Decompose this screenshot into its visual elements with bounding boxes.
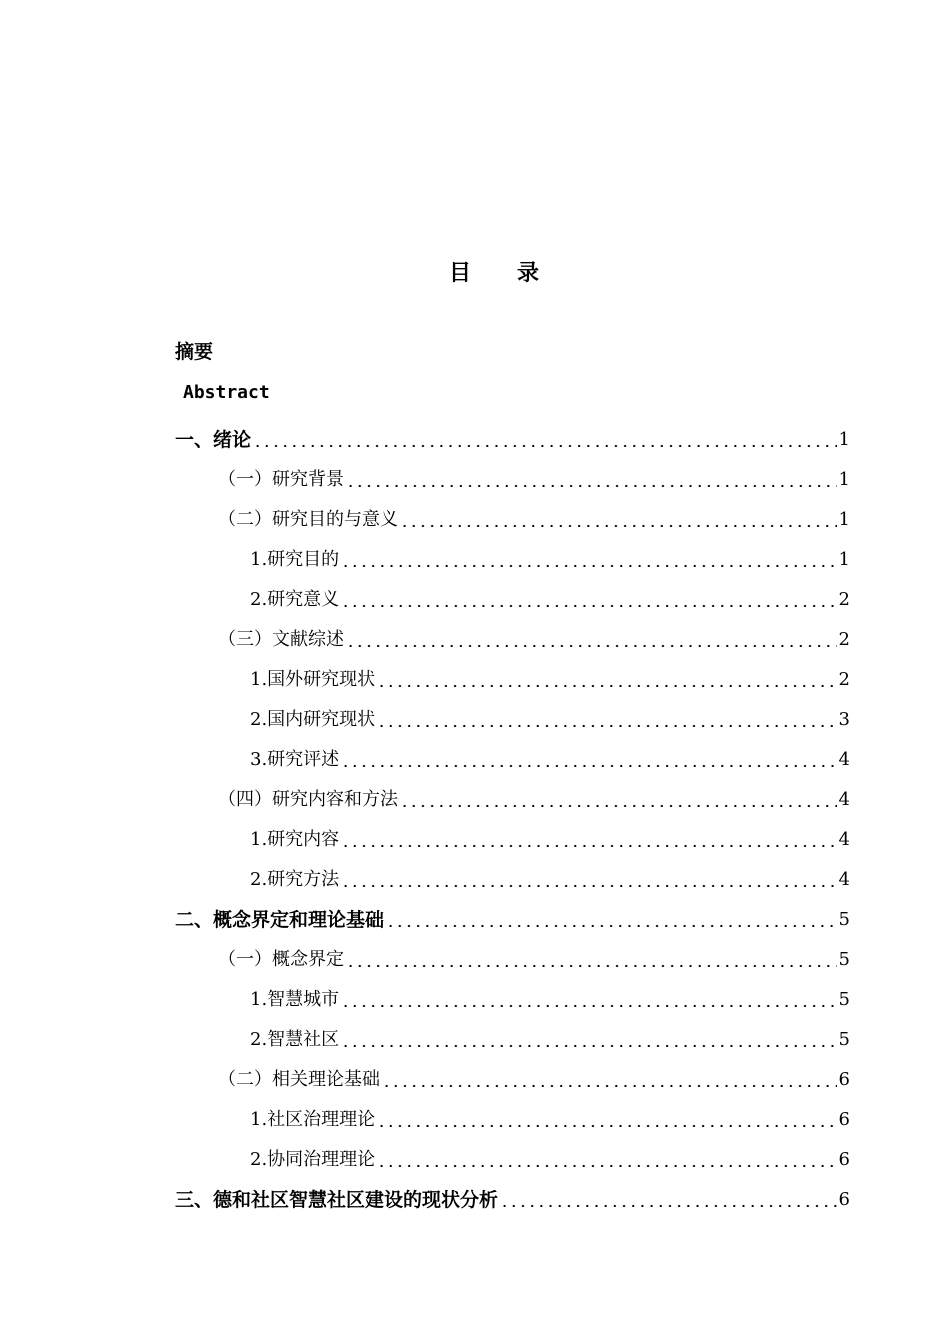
toc-entry-label: 2.国内研究现状	[250, 709, 376, 730]
dot-leader	[377, 1165, 836, 1167]
toc-entry-label: （二）研究目的与意义	[218, 509, 398, 530]
toc-entry-label: 2.研究意义	[250, 589, 340, 610]
toc-entry-label: （三）文献综述	[218, 629, 344, 650]
dot-leader	[346, 485, 837, 487]
toc-entry-label: 三、德和社区智慧社区建设的现状分析	[175, 1189, 499, 1211]
toc-page-number: 4	[838, 829, 850, 850]
toc-entry-1-3-1[interactable]	[0, 660, 950, 700]
dot-leader	[377, 725, 836, 727]
toc-entry-2[interactable]	[0, 900, 950, 940]
toc-page-number: 6	[838, 1149, 850, 1170]
toc-page-number: 6	[838, 1109, 850, 1130]
toc-entry-label: （二）相关理论基础	[218, 1069, 380, 1090]
title-char-left: 目	[448, 261, 473, 286]
toc-page-number: 4	[838, 749, 850, 770]
toc-entry-1-4[interactable]	[0, 780, 950, 820]
toc-entry-1-1[interactable]	[0, 460, 950, 500]
toc-page-number: 5	[838, 989, 850, 1010]
dot-leader	[400, 805, 837, 807]
toc-entry-1-2-2[interactable]	[0, 580, 950, 620]
toc-entry-label: 3.研究评述	[250, 749, 340, 770]
toc-entry-2-2[interactable]	[0, 1060, 950, 1100]
dot-leader	[341, 565, 836, 567]
dot-leader	[341, 1005, 836, 1007]
toc-page-number: 1	[838, 469, 850, 490]
toc-entry-label: （一）概念界定	[218, 949, 344, 970]
dot-leader	[346, 965, 837, 967]
toc-entry-1-4-1[interactable]	[0, 820, 950, 860]
toc-page-number: 6	[838, 1069, 850, 1090]
dot-leader	[400, 525, 837, 527]
toc-entry-label: 摘要	[175, 341, 214, 363]
dot-leader	[346, 645, 837, 647]
toc-page-number: 5	[838, 949, 850, 970]
toc-entry-2-2-1[interactable]	[0, 1100, 950, 1140]
dot-leader	[341, 885, 836, 887]
toc-entry-abstract-en[interactable]	[183, 380, 270, 406]
toc-entry-label: （一）研究背景	[218, 469, 344, 490]
toc-entry-label: （四）研究内容和方法	[218, 789, 398, 810]
dot-leader	[377, 1125, 836, 1127]
toc-list	[0, 420, 950, 1220]
page-title	[0, 256, 950, 287]
toc-entry-label: 1.国外研究现状	[250, 669, 376, 690]
toc-entry-1-2-1[interactable]	[0, 540, 950, 580]
toc-page-number: 4	[838, 869, 850, 890]
toc-entry-2-1-2[interactable]	[0, 1020, 950, 1060]
toc-entry-1-3[interactable]	[0, 620, 950, 660]
toc-entry-label: 1.智慧城市	[250, 989, 340, 1010]
dot-leader	[341, 845, 836, 847]
toc-page-number: 2	[838, 589, 850, 610]
toc-page-number: 1	[838, 549, 850, 570]
toc-entry-label: 2.智慧社区	[250, 1029, 340, 1050]
toc-entry-label: 2.协同治理理论	[250, 1149, 376, 1170]
dot-leader	[341, 605, 836, 607]
dot-leader	[341, 1045, 836, 1047]
dot-leader	[500, 1205, 837, 1207]
toc-entry-1-3-2[interactable]	[0, 700, 950, 740]
toc-entry-label: 一、绪论	[175, 429, 252, 451]
toc-entry-label: 二、概念界定和理论基础	[175, 909, 385, 931]
toc-entry-label: 1.社区治理理论	[250, 1109, 376, 1130]
dot-leader	[386, 925, 837, 927]
toc-entry-1[interactable]	[0, 420, 950, 460]
dot-leader	[377, 685, 836, 687]
toc-entry-3[interactable]	[0, 1180, 950, 1220]
title-char-right: 录	[517, 261, 542, 286]
toc-entry-label: Abstract	[183, 382, 270, 403]
toc-entry-2-1-1[interactable]	[0, 980, 950, 1020]
toc-page-number: 3	[838, 709, 850, 730]
toc-page-number: 6	[838, 1189, 850, 1210]
dot-leader	[253, 445, 837, 447]
dot-leader	[341, 765, 836, 767]
toc-entry-label: 2.研究方法	[250, 869, 340, 890]
toc-entry-2-2-2[interactable]	[0, 1140, 950, 1180]
toc-entry-label: 1.研究内容	[250, 829, 340, 850]
toc-page-number: 2	[838, 629, 850, 650]
toc-entry-1-4-2[interactable]	[0, 860, 950, 900]
toc-page-number: 2	[838, 669, 850, 690]
toc-page-number: 1	[838, 509, 850, 530]
toc-entry-2-1[interactable]	[0, 940, 950, 980]
toc-page-number: 4	[838, 789, 850, 810]
toc-page-number: 1	[838, 429, 850, 450]
toc-page-number: 5	[838, 1029, 850, 1050]
toc-entry-1-3-3[interactable]	[0, 740, 950, 780]
toc-page-number: 5	[838, 909, 850, 930]
dot-leader	[382, 1085, 837, 1087]
toc-entry-label: 1.研究目的	[250, 549, 340, 570]
toc-entry-abstract-cn[interactable]	[175, 339, 213, 365]
toc-entry-1-2[interactable]	[0, 500, 950, 540]
